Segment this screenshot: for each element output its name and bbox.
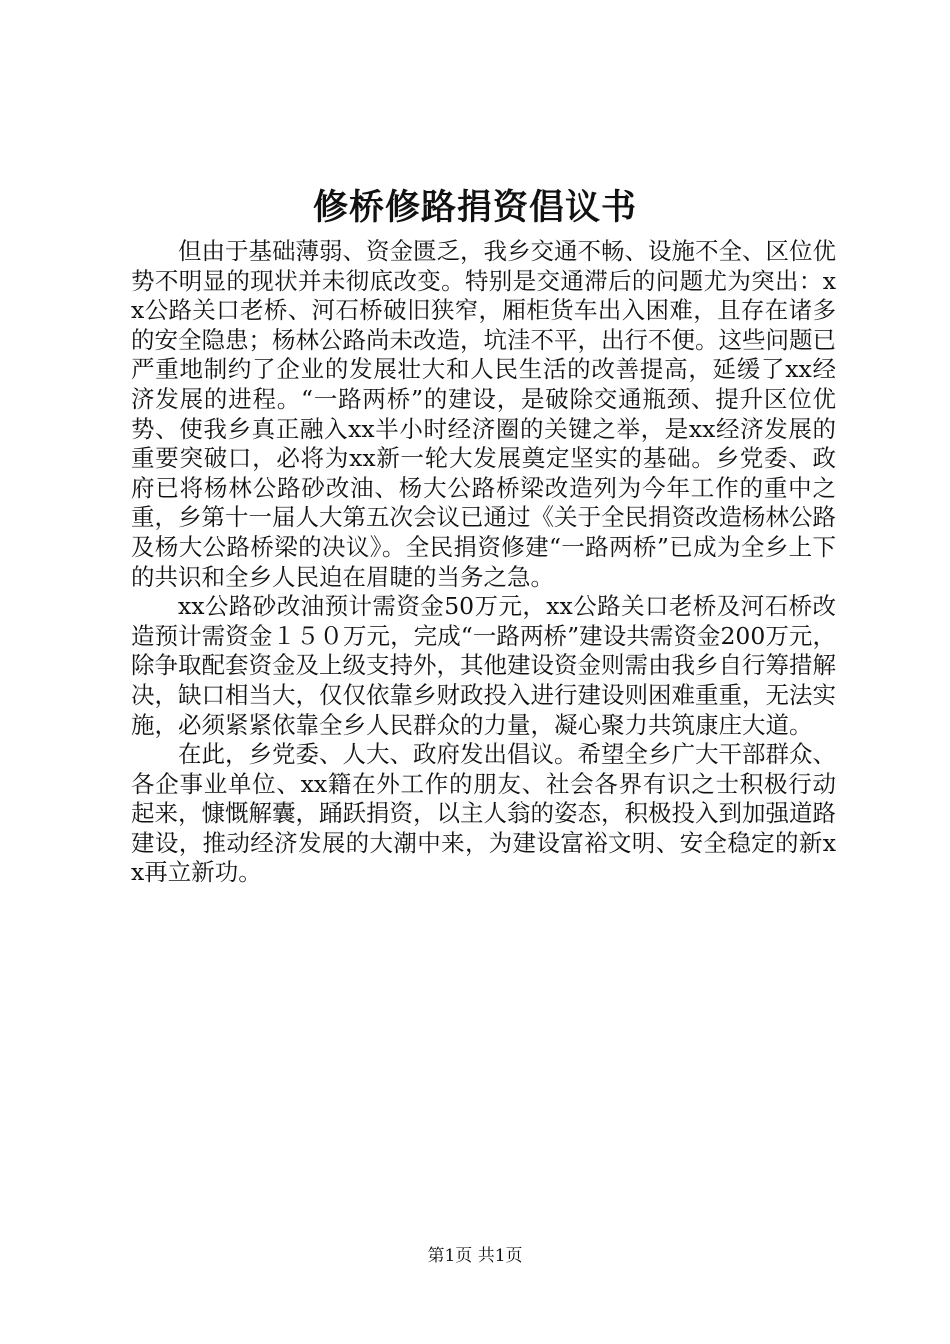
page-number-footer: 第1页 共1页 <box>427 1246 523 1266</box>
paragraph-2: xx公路砂改油预计需资金50万元，xx公路关口老桥及河石桥改造预计需资金１５０万元，完成“一路两桥”建设共需资金200万元，除争取配套资金及上级支持外，其他建设资金则需由我乡自行筹措解决，缺口相当大，仅仅依靠乡财政投入进行建设则困难重重，无法实施，必须紧紧依靠全乡人民群众的力量，凝心聚力共筑康庄大道。 <box>131 592 836 739</box>
paragraph-1: 但由于基础薄弱、资金匮乏，我乡交通不畅、设施不全、区位优势不明显的现状并未彻底改变。特别是交通滞后的问题尤为突出：xx公路关口老桥、河石桥破旧狭窄，厢柜货车出入困难，且存在诸多的安全隐患；杨林公路尚未改造，坑洼不平，出行不便。这些问题已严重地制约了企业的发展壮大和人民生活的改善提高，延缓了xx经济发展的进程。“一路两桥”的建设，是破除交通瓶颈、提升区位优势、使我乡真正融入xx半小时经济圈的关键之举，是xx经济发展的重要突破口，必将为xx新一轮大发展奠定坚实的基础。乡党委、政府已将杨林公路砂改油、杨大公路桥梁改造列为今年工作的重中之重，乡第十一届人大第五次会议已通过《关于全民捐资改造杨林公路及杨大公路桥梁的决议》。全民捐资修建“一路两桥”已成为全乡上下的共识和全乡人民迫在眉睫的当务之急。 <box>131 237 836 591</box>
document-body <box>131 237 836 888</box>
document-title: 修桥修路捐资倡议书 <box>312 188 637 228</box>
paragraph-3: 在此，乡党委、人大、政府发出倡议。希望全乡广大干部群众、各企事业单位、xx籍在外工作的朋友、社会各界有识之士积极行动起来，慷慨解囊，踊跃捐资，以主人翁的姿态，积极投入到加强道路建设，推动经济发展的大潮中来，为建设富裕文明、安全稳定的新xx再立新功。 <box>131 740 836 887</box>
